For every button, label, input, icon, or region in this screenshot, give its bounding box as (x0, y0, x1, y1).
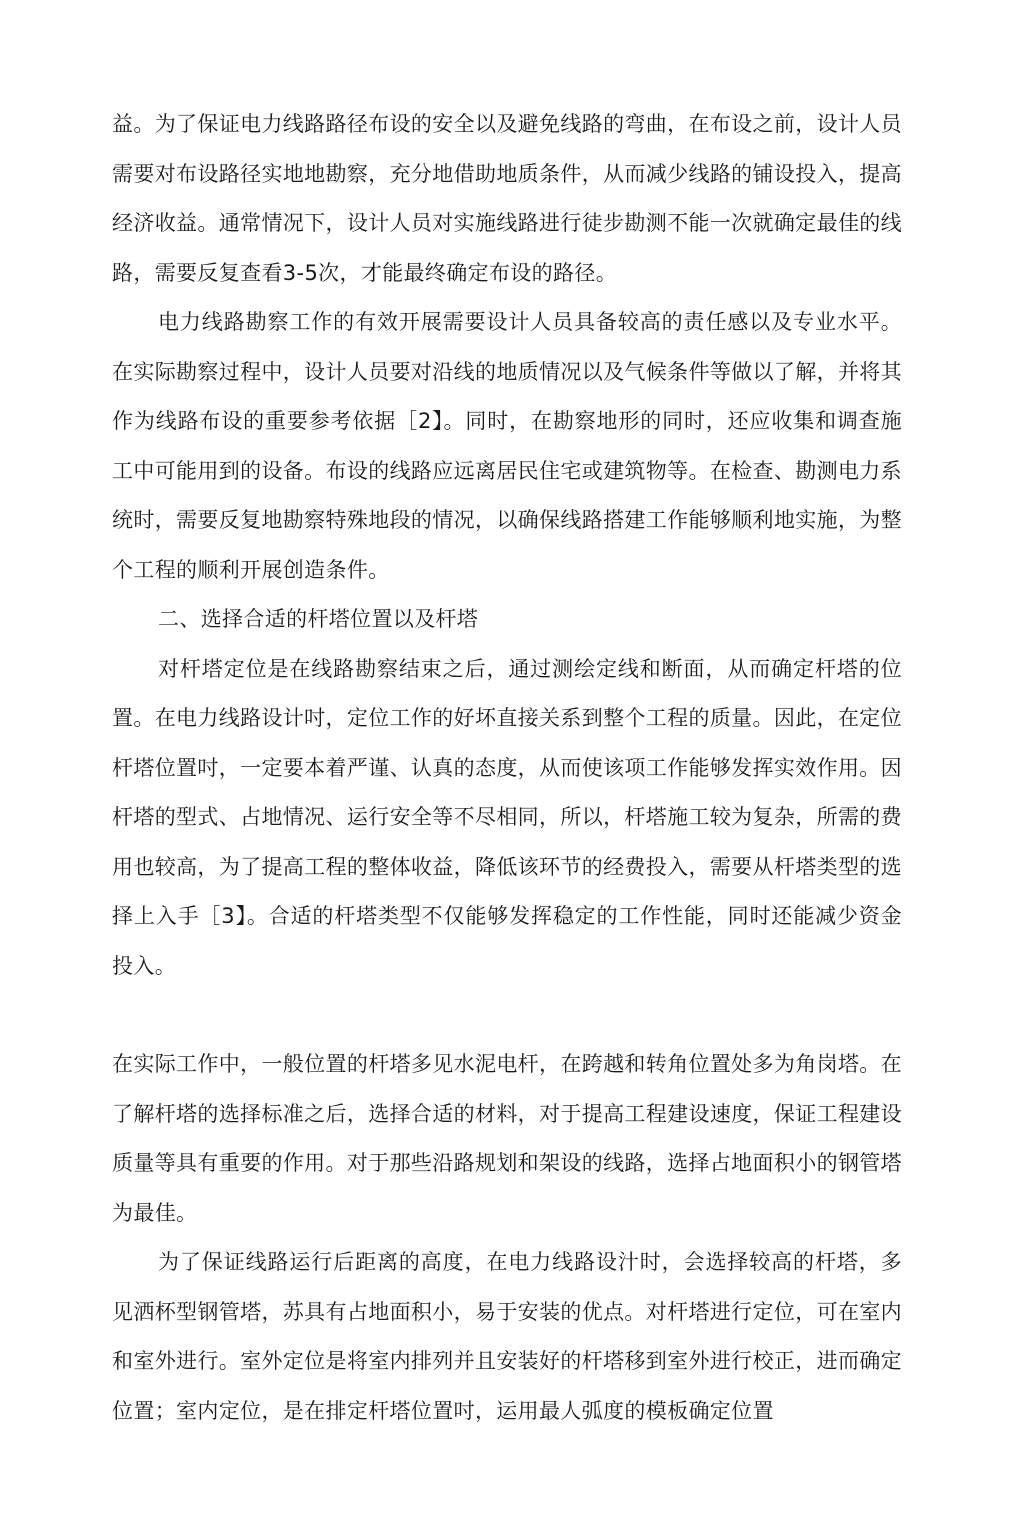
document-body (112, 100, 902, 1436)
paragraph-5: 为了保证线路运行后距离的高度，在电力线路设汁时，会选择较高的杆塔，多见洒杯型钢管塔，苏具有占地面积小，易于安装的优点。对杆塔进行定位，可在室内和室外进行。室外定位是将室内排列并且安装好的杆塔移到室外进行校正，进而确定位置；室内定位，是在排定杆塔位置吋，运用最人弧度的模板确定位置 (112, 1250, 902, 1423)
paragraph-4: 在实际工作中，一般位置的杆塔多见水泥电杆，在跨越和转角位置处多为角岗塔。在了解杆塔的选择标准之后，选择合适的材料，对于提高工程建设速度，保证工程建设质量等具有重要的作用。对于那些沿路规划和架设的线路，选择占地面积小的钢管塔为最佳。 (112, 1052, 902, 1225)
paragraph-2: 电力线路勘察工作的有效开展需要设计人员具备较高的责任感以及专业水平。在实际勘察过程中，设计人员要对沿线的地质情况以及气候条件等做以了解，并将其作为线路布设的重要参考依据［2】。同时，在勘察地形的同时，还应收集和调查施工中可能用到的设备。布设的线路应远离居民住宅或建筑物等。在检查、勘测电力系统时，需要反复地勘察特殊地段的情况，以确保线路搭建工作能够顺利地实施，为整个工程的顺利开展创造条件。 (112, 310, 902, 582)
section-heading: 二、选择合适的杆塔位置以及杆塔 (158, 607, 479, 631)
paragraph-1: 益。为了保证电力线路路径布设的安全以及避免线路的弯曲，在布设之前，设计人员需要对布设路径实地地勘察，充分地借助地质条件，从而减少线路的铺设投入，提高经济收益。通常情况下，设计人员对实施线路进行徒步勘测不能一次就确定最佳的线路，需要反复查看3-5次，才能最终确定布设的路径。 (112, 112, 902, 285)
paragraph-gap (112, 991, 902, 1040)
paragraph-3: 对杆塔定位是在线路勘察结束之后，通过测绘定线和断面，从而确定杆塔的位置。在电力线路设计吋，定位工作的好坏直接关系到整个工程的质量。因此，在定位杆塔位置吋，一定要本着严谨、认真的态度，从而使该项工作能够发挥实效作用。因杆塔的型式、占地情况、运行安全等不尽相同，所以，杆塔施工较为复杂，所需的费用也较高，为了提高工程的整体收益，降低该环节的经费投入，需要从杆塔类型的选择上入手［3】。合适的杆塔类型不仅能够发挥稳定的工作性能，同时还能减少资金投入。 (112, 656, 902, 978)
